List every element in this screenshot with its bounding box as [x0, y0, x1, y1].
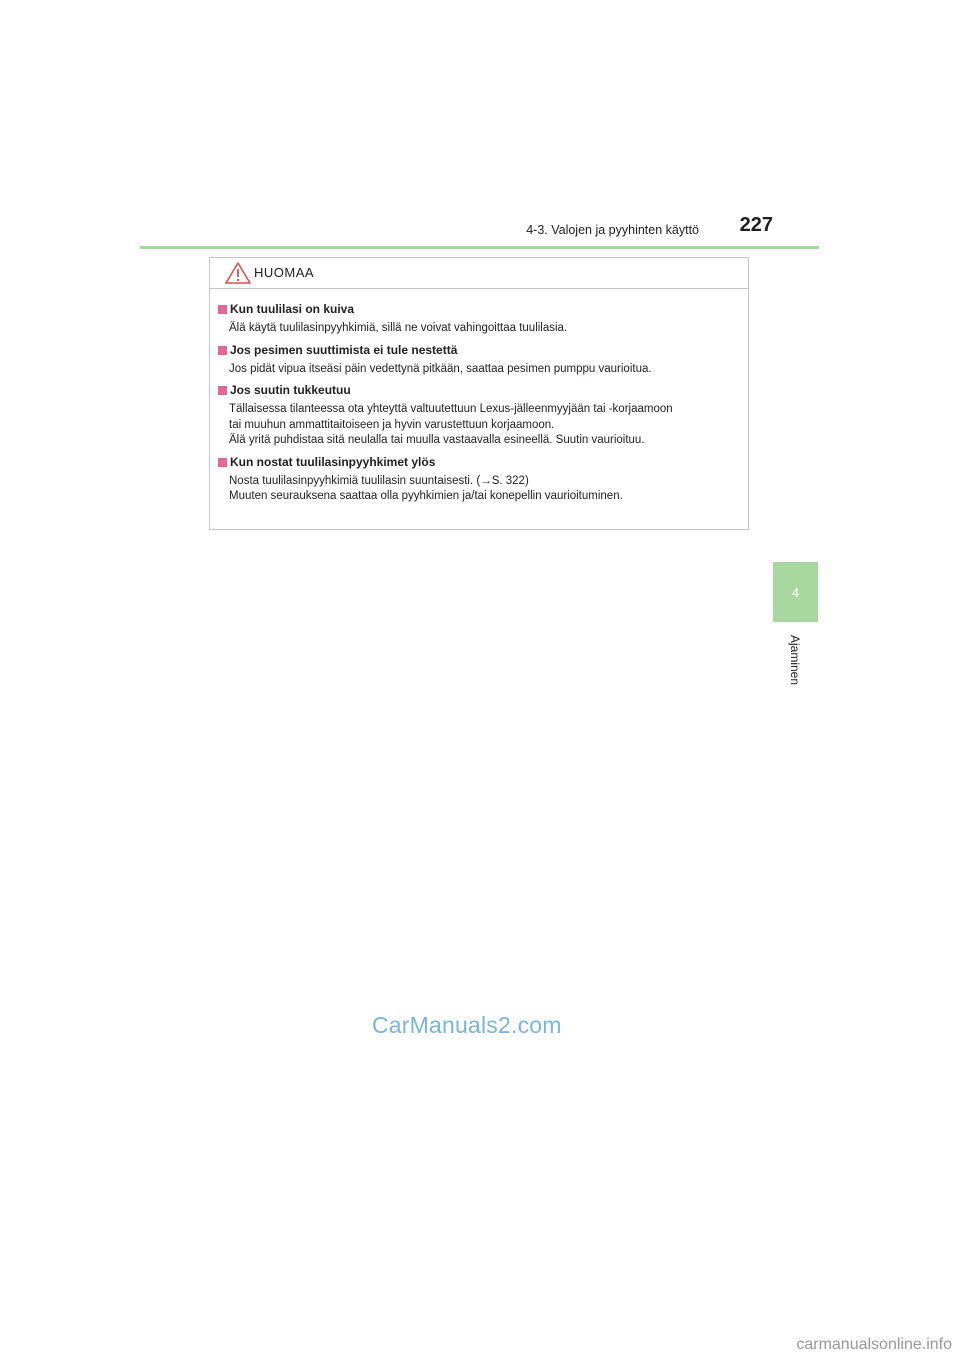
square-bullet-icon [218, 458, 227, 467]
notice-item-text [218, 321, 740, 337]
watermark-logo: CarManuals2.com [372, 1012, 562, 1038]
notice-item-heading-text: Jos pesimen suuttimista ei tule nestettä [230, 342, 458, 357]
chapter-label-wrap [773, 628, 818, 692]
notice-item-heading [218, 301, 740, 318]
notice-item-line: Nosta tuulilasinpyyhkimiä tuulilasin suuntaisesti. (→S. 322) [229, 474, 529, 487]
notice-item-heading [218, 454, 740, 471]
notice-item-heading-text: Kun tuulilasi on kuiva [230, 302, 355, 316]
chapter-number: 4 [791, 584, 800, 600]
warning-triangle-icon [225, 262, 251, 284]
notice-item-heading [218, 382, 740, 399]
notice-item-line: Tällaisessa tilanteessa ota yhteyttä valtuutettuun Lexus-jälleenmyyjään tai -korjaamoon [229, 403, 673, 415]
notice-box [209, 257, 749, 530]
chapter-tab [773, 562, 818, 622]
notice-item-heading-text: Jos suutin tukkeutuu [230, 383, 351, 397]
notice-item [218, 342, 740, 378]
page-header [140, 212, 819, 249]
notice-item-line: Muuten seurauksena saattaa olla pyyhkimien ja/tai konepellin vaurioituminen. [229, 490, 623, 502]
notice-item-line: Jos pidät vipua itseäsi päin vedettynä pitkään, saattaa pesimen pumppu vaurioitua. [229, 362, 652, 375]
chapter-label: Ajaminen [788, 634, 803, 686]
footer-watermark: carmanualsonline.info [796, 1336, 952, 1353]
notice-item-line: Älä yritä puhdistaa sitä neulalla tai muulla vastaavalla esineellä. Suutin vaurioituu. [229, 434, 645, 446]
notice-body [210, 289, 748, 505]
notice-item [218, 454, 740, 505]
notice-item-text [218, 474, 740, 505]
square-bullet-icon [218, 305, 227, 314]
notice-item-heading [218, 342, 740, 359]
page-number: 227 [739, 214, 773, 236]
notice-item-text [218, 362, 740, 378]
section-title: 4-3. Valojen ja pyyhinten käyttö [526, 223, 699, 237]
notice-item-text [218, 402, 740, 449]
notice-item [218, 301, 740, 337]
square-bullet-icon [218, 386, 227, 395]
square-bullet-icon [218, 346, 227, 355]
notice-item-line: tai muuhun ammattitaitoiseen ja hyvin varustettuun korjaamoon. [229, 418, 555, 431]
notice-header [210, 258, 748, 289]
notice-item [218, 382, 740, 449]
notice-item-heading-text: Kun nostat tuulilasinpyyhkimet ylös [230, 454, 436, 469]
notice-item-line: Älä käytä tuulilasinpyyhkimiä, sillä ne voivat vahingoittaa tuulilasia. [229, 322, 568, 334]
notice-title: HUOMAA [254, 265, 315, 280]
